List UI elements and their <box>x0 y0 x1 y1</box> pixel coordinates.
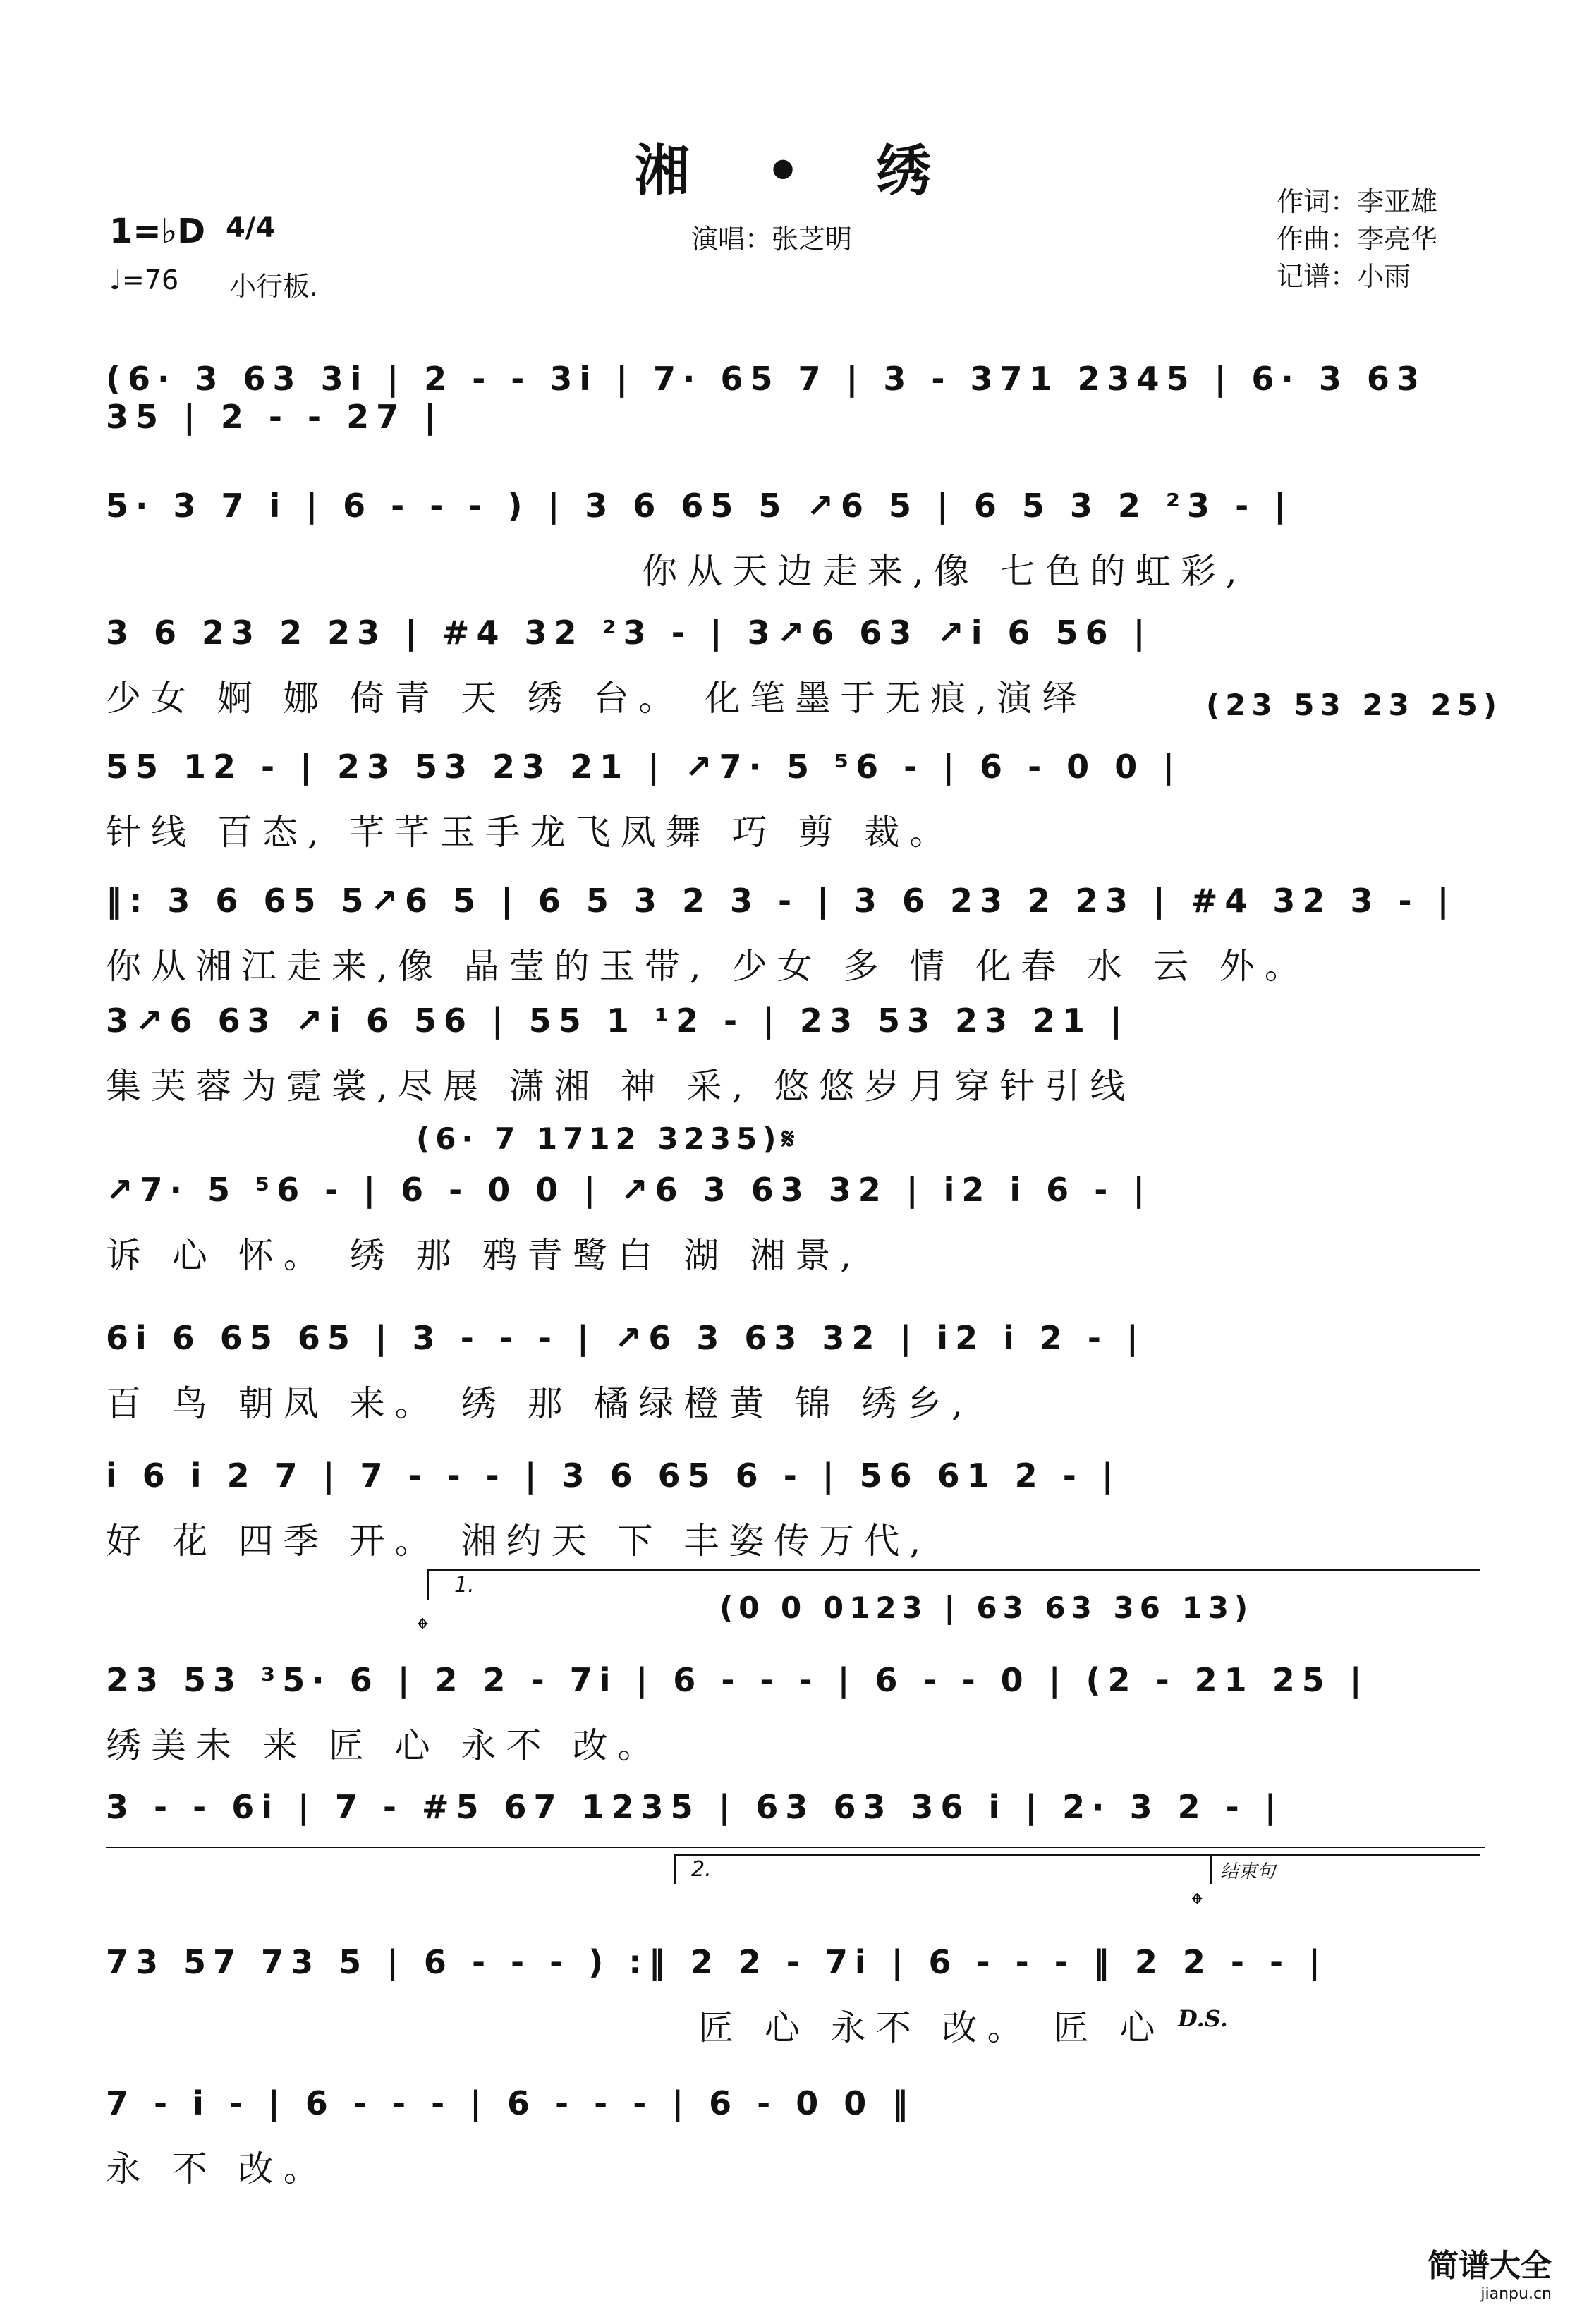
row-lyrics: 匠 心 永不 改。 匠 心 <box>698 2007 1165 2048</box>
volta-1-bracket <box>427 1569 1480 1600</box>
row-lyrics: 少女 婀 娜 倚青 天 绣 台。 化笔墨于无痕,演绎 <box>106 678 1088 719</box>
lyricist-credit: 作词：李亚雄 <box>1277 186 1438 217</box>
row-lyrics: 集芙蓉为霓裳,尽展 潇湘 神 采, 悠悠岁月穿针引线 <box>106 1066 1136 1107</box>
volta-2-bracket <box>674 1854 1212 1884</box>
score-row-13 <box>106 2084 1488 2189</box>
key-signature: 1=♭D <box>109 212 206 251</box>
time-signature: 4/4 <box>226 212 276 244</box>
row-notes: 3↗6 63 ↗i 6 56 | 55 1 ¹2 - | 23 53 23 21 | <box>106 1002 1129 1040</box>
row-notes: 55 12 - | 23 53 23 21 | ↗7· 5 ⁵6 - | 6 - 0 0 | <box>106 748 1182 786</box>
row-lyrics: 你从湘江走来,像 晶莹的玉带, 少女 多 情 化春 水 云 外。 <box>106 946 1310 987</box>
score-row-4 <box>106 748 1488 853</box>
row-notes: 23 53 ³5· 6 | 2 2 - 7i | 6 - - - | 6 - - 0 | (2 - 21 25 | <box>106 1661 1369 1699</box>
row-lyrics: 永 不 改。 <box>106 2148 329 2189</box>
row-notes: ‖: 3 6 65 5↗6 5 | 6 5 3 2 3 - | 3 6 23 2 23 | #4 32 3 - | <box>106 882 1456 920</box>
singer-credit: 演唱：张芝明 <box>691 224 853 255</box>
interlude-b: (6· 7 1712 3235)𝄋 <box>416 1121 801 1156</box>
row-notes: i 6 i 2 7 | 7 - - - | 3 6 65 6 - | 56 61 2 - | <box>106 1456 1121 1495</box>
composer-credit: 作曲：李亮华 <box>1277 224 1438 255</box>
score-row-7 <box>106 1171 1488 1276</box>
row-notes: 3 6 23 2 23 | #4 32 ²3 - | 3↗6 63 ↗i 6 56 | <box>106 614 1152 652</box>
interlude-a: (23 53 23 25) <box>1206 688 1503 722</box>
row-notes: 6i 6 65 65 | 3 - - - | ↗6 3 63 32 | i2 i 2 - | <box>106 1319 1145 1357</box>
score-row-9 <box>106 1456 1488 1562</box>
row-lyrics: 绣美未 来 匠 心 永不 改。 <box>106 1725 663 1766</box>
row-lyrics: 好 花 四季 开。 湘约天 下 丰姿传万代, <box>106 1521 931 1562</box>
ending-label: 结束句 <box>1220 1861 1276 1882</box>
volta-1-label: 1. <box>454 1573 475 1598</box>
score-row-8 <box>106 1319 1488 1424</box>
score-row-2 <box>106 487 1488 592</box>
row-notes: 5· 3 7 i | 6 - - - ) | 3 6 65 5 ↗6 5 | 6 5 3 2 ²3 - | <box>106 487 1293 525</box>
score-row-6 <box>106 1002 1488 1107</box>
site-logo <box>1428 2240 1552 2303</box>
row-lyrics: 你从天边走来,像 七色的虹彩, <box>642 551 1247 592</box>
coda-sign-1: 𝄌 <box>418 1612 428 1646</box>
tempo-marking: 小行板. <box>229 271 319 302</box>
transcriber-credit: 记谱：小雨 <box>1277 261 1411 292</box>
row-notes: 73 57 73 5 | 6 - - - ) :‖ 2 2 - 7i | 6 - - - ‖ 2 2 - - | <box>106 1943 1327 1981</box>
row-lyrics: 诉 心 怀。 绣 那 鸦青鹭白 湖 湘景, <box>106 1235 862 1276</box>
row-lyrics: 针线 百态, 芊芊玉手龙飞凤舞 巧 剪 裁。 <box>106 812 955 853</box>
row-notes: ↗7· 5 ⁵6 - | 6 - 0 0 | ↗6 3 63 32 | i2 i 6 - | <box>106 1171 1152 1209</box>
row-notes: (6· 3 63 3i | 2 - - 3i | 7· 65 7 | 3 - 371 2345 | 6· 3 63 35 | 2 - - 27 | <box>106 360 1426 436</box>
logo-url: jianpu.cn <box>1480 2285 1552 2303</box>
score-row-12 <box>106 1943 1488 2048</box>
ending-bracket <box>1210 1854 1480 1884</box>
score-row-5 <box>106 882 1488 987</box>
song-title: 湘 • 绣 <box>634 139 960 203</box>
row-lyrics: 百 鸟 朝凤 来。 绣 那 橘绿橙黄 锦 绣乡, <box>106 1383 973 1424</box>
coda-sign-2: 𝄌 <box>1192 1887 1203 1921</box>
interlude-c: (0 0 0123 | 63 63 36 13) <box>719 1590 1254 1625</box>
system-separator <box>106 1847 1485 1848</box>
row-notes: 7 - i - | 6 - - - | 6 - - - | 6 - 0 0 ‖ <box>106 2084 915 2122</box>
logo-name: 简谱大全 <box>1428 2248 1552 2284</box>
volta-2-label: 2. <box>691 1857 712 1882</box>
score-row-10 <box>106 1661 1488 1766</box>
tempo-bpm: ♩=76 <box>109 264 179 296</box>
ds-marking: D.S. <box>1178 2005 1228 2032</box>
row-notes: 3 - - 6i | 7 - #5 67 1235 | 63 63 36 i | 2· 3 2 - | <box>106 1788 1284 1826</box>
score-row-1 <box>106 360 1488 444</box>
